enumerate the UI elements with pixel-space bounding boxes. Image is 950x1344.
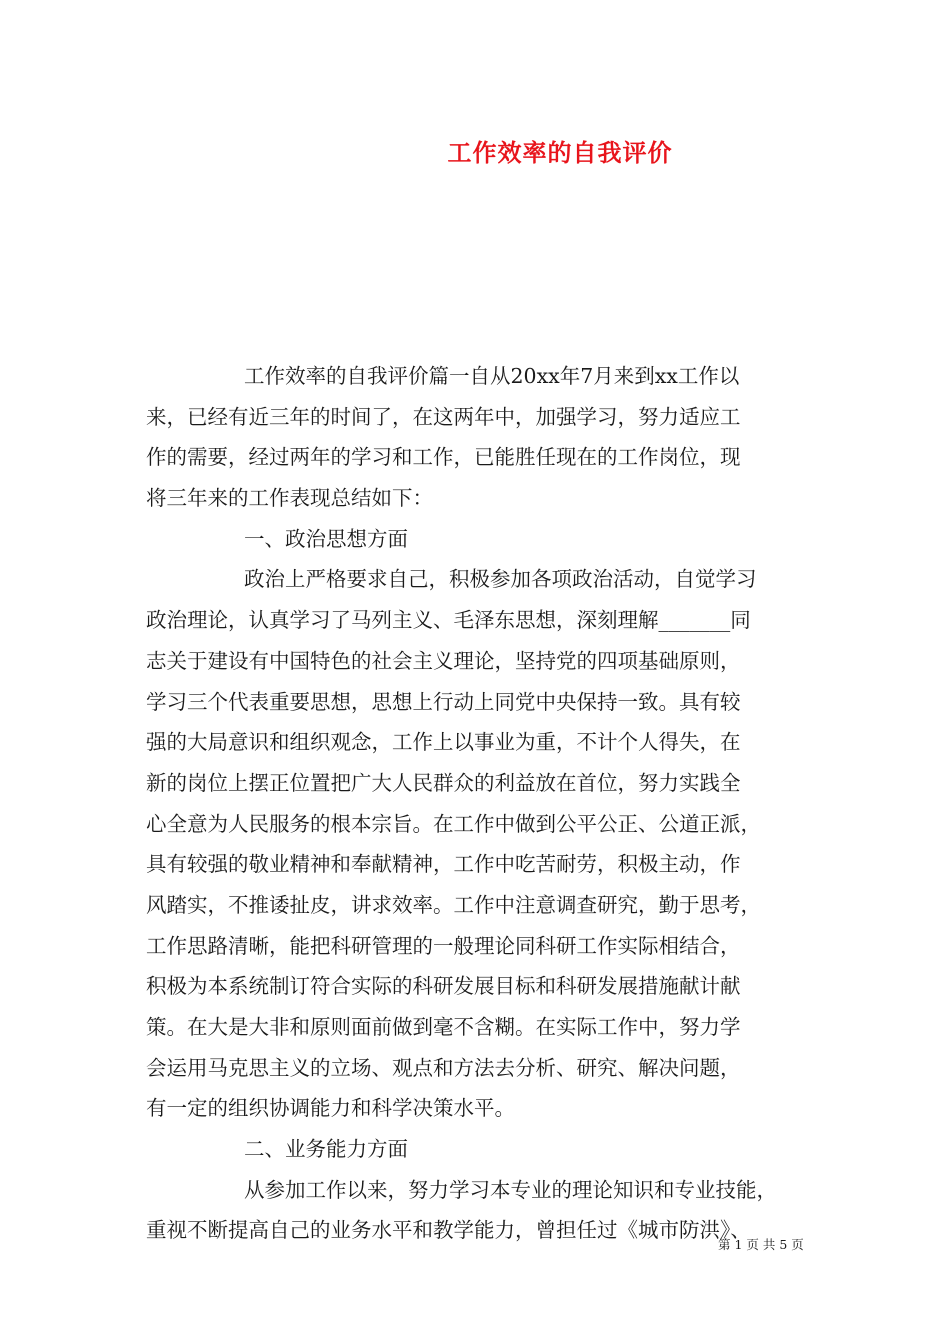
paragraph-line: 政治理论，认真学习了马列主义、毛泽东思想，深刻理解_______同: [146, 608, 751, 633]
paragraph-line: 志关于建设有中国特色的社会主义理论，坚持党的四项基础原则，: [146, 648, 741, 673]
document-title: 工作效率的自我评价: [447, 138, 673, 167]
paragraph-line: 工作效率的自我评价篇一自从20xx年7月来到xx工作以: [244, 364, 740, 388]
section-heading: 二、业务能力方面: [244, 1137, 408, 1162]
paragraph-line: 有一定的组织协调能力和科学决策水平。: [146, 1096, 515, 1121]
paragraph-line: 积极为本系统制订符合实际的科研发展目标和科研发展措施献计献: [146, 974, 741, 999]
paragraph-line: 策。在大是大非和原则面前做到毫不含糊。在实际工作中，努力学: [146, 1015, 741, 1039]
paragraph-line: 政治上严格要求自己，积极参加各项政治活动，自觉学习: [244, 567, 757, 592]
paragraph-line: 从参加工作以来，努力学习本专业的理论知识和专业技能，: [244, 1177, 777, 1202]
paragraph-line: 重视不断提高自己的业务水平和教学能力，曾担任过《城市防洪》、: [146, 1218, 751, 1243]
paragraph-line: 会运用马克思主义的立场、观点和方法去分析、研究、解决问题，: [146, 1055, 741, 1080]
paragraph-line: 工作思路清晰，能把科研管理的一般理论同科研工作实际相结合，: [146, 933, 741, 958]
section-heading: 一、政治思想方面: [244, 526, 408, 551]
document-body: [146, 356, 806, 1251]
paragraph-line: 风踏实，不推诿扯皮，讲求效率。工作中注意调查研究，勤于思考，: [146, 892, 761, 917]
paragraph-line: 具有较强的敬业精神和奉献精神，工作中吃苦耐劳，积极主动，作: [146, 852, 741, 877]
paragraph-line: 来，已经有近三年的时间了，在这两年中，加强学习，努力适应工: [146, 404, 741, 429]
paragraph-line: 作的需要，经过两年的学习和工作，已能胜任现在的工作岗位，现: [146, 445, 741, 470]
paragraph-line: 强的大局意识和组织观念，工作上以事业为重，不计个人得失，在: [146, 730, 741, 755]
page-number-footer: 第 1 页 共 5 页: [718, 1237, 804, 1252]
paragraph-line: 将三年来的工作表现总结如下：: [146, 486, 433, 511]
paragraph-line: 心全意为人民服务的根本宗旨。在工作中做到公平公正、公道正派，: [146, 811, 761, 836]
paragraph-line: 学习三个代表重要思想，思想上行动上同党中央保持一致。具有较: [146, 689, 741, 714]
paragraph-line: 新的岗位上摆正位置把广大人民群众的利益放在首位，努力实践全: [146, 770, 741, 795]
